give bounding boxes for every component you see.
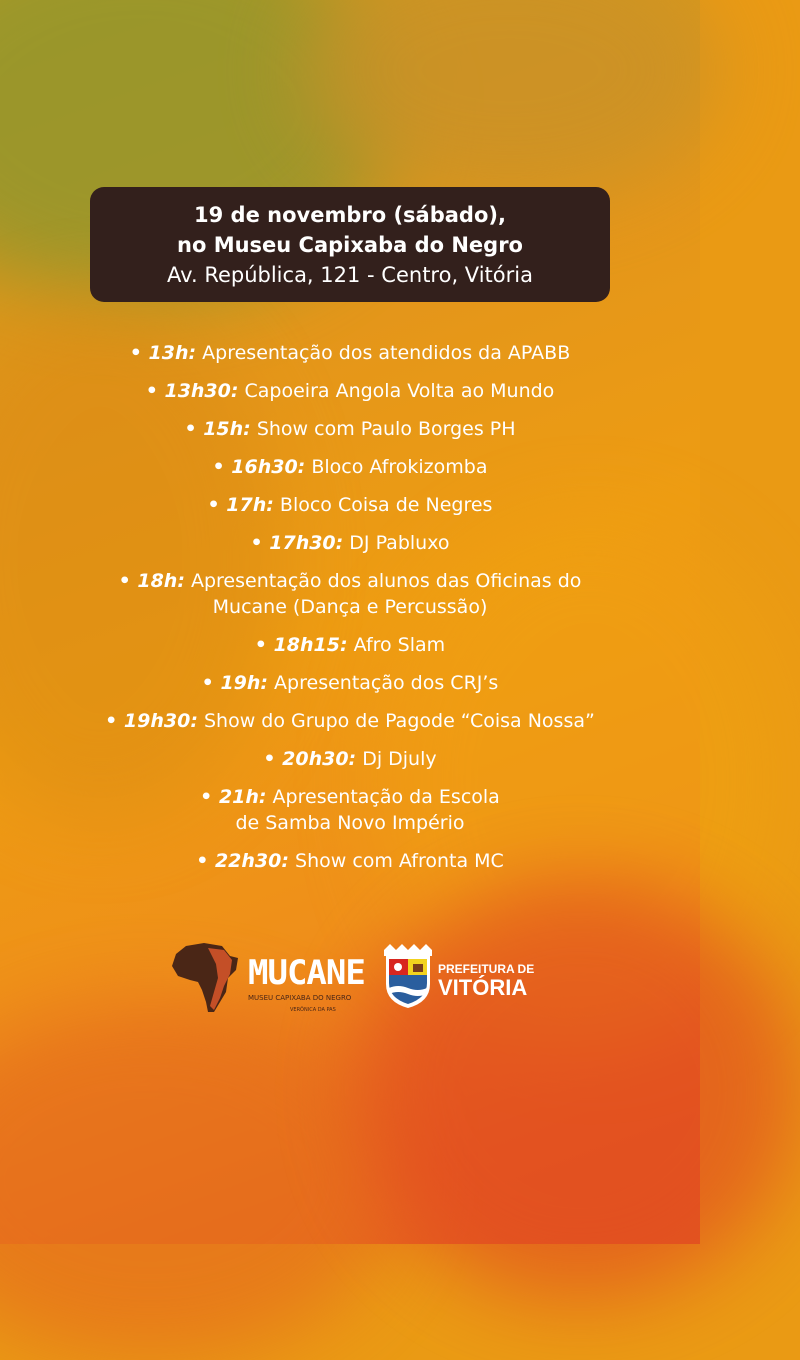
prefeitura-label: PREFEITURA DE [438,962,535,976]
schedule-item: • 21h: Apresentação da Escola de Samba Novo Império [200,786,500,834]
schedule-item: • 18h15: Afro Slam [254,634,446,656]
event-address: Av. República, 121 - Centro, Vitória [167,262,533,287]
schedule-list [40,340,660,886]
schedule-item: • 15h: Show com Paulo Borges PH [184,418,516,440]
vitoria-label: VITÓRIA [438,975,528,1000]
schedule-item: • 20h30: Dj Djuly [263,748,437,770]
event-venue: no Museu Capixaba do Negro [177,232,523,257]
sponsor-logos [0,940,700,1020]
event-header [90,187,610,302]
city-crest-icon [384,944,432,1008]
schedule-item: • 16h30: Bloco Afrokizomba [212,456,488,478]
schedule-item: • 17h: Bloco Coisa de Negres [207,494,493,516]
schedule-item: • 18h: Apresentação dos alunos das Oficinas do Mucane (Dança e Percussão) [118,570,582,618]
event-date: 19 de novembro (sábado), [194,202,506,227]
schedule-item: • 19h: Apresentação dos CRJ’s [201,672,499,694]
schedule-item: • 17h30: DJ Pabluxo [250,532,450,554]
schedule-item: • 22h30: Show com Afronta MC [196,850,504,872]
schedule-item: • 13h: Apresentação dos atendidos da APABB [129,342,571,364]
mucane-name: MUCANE [248,953,365,993]
schedule-item: • 19h30: Show do Grupo de Pagode “Coisa Nossa” [105,710,595,732]
mucane-subtitle: MUSEU CAPIXABA DO NEGRO [248,994,352,1002]
schedule-item: • 13h30: Capoeira Angola Volta ao Mundo [145,380,555,402]
mucane-logo [168,940,365,1020]
mucane-tagline: VERÔNICA DA PAS [290,1007,336,1013]
prefeitura-vitoria-logo [376,940,536,1010]
